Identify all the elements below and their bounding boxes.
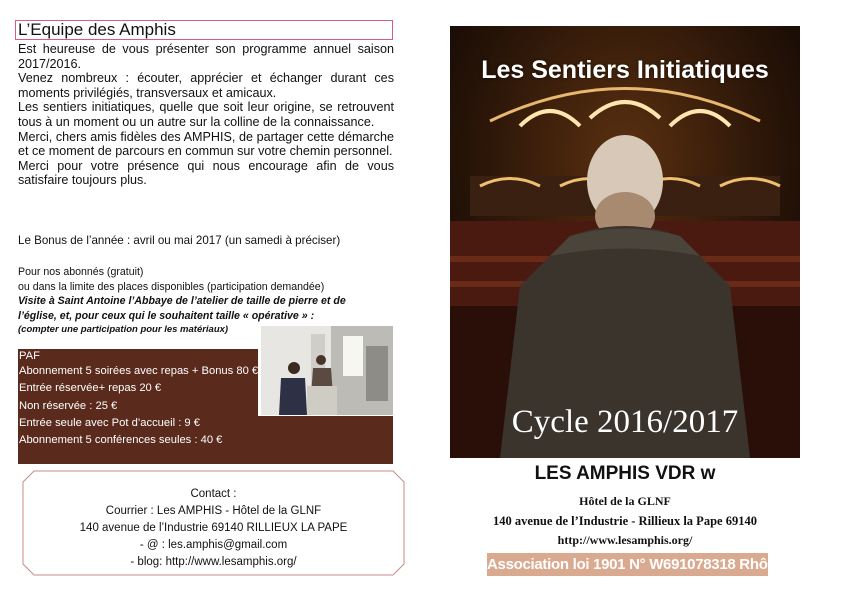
poster-photo xyxy=(450,26,800,458)
organization-address-line-2: 140 avenue de l’Industrie - Rillieux la Pape 69140 xyxy=(493,514,757,528)
bonus-availability: ou dans la limite des places disponibles (participation demandée) xyxy=(18,280,325,293)
bonus-line: Le Bonus de l’année : avril ou mai 2017 (un samedi à préciser) xyxy=(18,234,341,247)
paf-panel-extension xyxy=(258,416,393,464)
paf-line: Entrée seule avec Pot d’accueil : 9 € xyxy=(19,416,200,429)
organization-address-line-1: Hôtel de la GLNF xyxy=(579,494,671,508)
contact-mail: Courrier : Les AMPHIS - Hôtel de la GLNF xyxy=(105,505,322,517)
intro-paragraph: Merci, chers amis fidèles des AMPHIS, de partager cette démarche et ce moment de parcours en commun sur votre chemin personnel. xyxy=(18,129,394,159)
poster-title: Les Sentiers Initiatiques xyxy=(481,56,769,84)
intro-paragraph: Est heureuse de vous présenter son programme annuel saison 2017/2016. xyxy=(18,42,394,71)
workshop-photo-drawing xyxy=(261,326,393,415)
association-band: Association loi 1901 N° W691078318 Rhône xyxy=(487,553,768,576)
organization-website[interactable]: http://www.lesamphis.org/ xyxy=(557,533,693,547)
contact-box xyxy=(22,470,405,576)
paf-line: Abonnement 5 soirées avec repas + Bonus 80 € xyxy=(19,365,259,377)
paf-heading: PAF xyxy=(19,350,40,362)
bonus-subscribers: Pour nos abonnés (gratuit) xyxy=(18,266,144,278)
poster-cycle: Cycle 2016/2017 xyxy=(511,404,739,440)
paf-line: Entrée réservée+ repas 20 € xyxy=(19,382,162,395)
organization-name: LES AMPHIS VDR w xyxy=(534,463,716,484)
paf-panel xyxy=(18,349,258,464)
intro-paragraph: Les sentiers initiatiques, quelle que soit leur origine, se retrouvent tous à un moment ou un autre sur la colline de la connaissance. xyxy=(18,100,394,129)
paf-line: Non réservée : 25 € xyxy=(19,399,118,412)
visit-note: (compter une participation pour les matériaux) xyxy=(18,324,229,335)
contact-address: 140 avenue de l’Industrie 69140 RILLIEUX LA PAPE xyxy=(79,522,348,534)
intro-paragraph: Venez nombreux : écouter, apprécier et échanger durant ces moments privilégiés, transversaux et amicaux. xyxy=(18,71,394,100)
contact-blog: - blog: http://www.lesamphis.org/ xyxy=(130,556,297,568)
theater-illustration xyxy=(450,26,800,458)
paf-line: Abonnement 5 conférences seules : 40 € xyxy=(19,434,223,447)
intro-text xyxy=(18,42,394,188)
workshop-photo xyxy=(261,326,393,415)
brochure-title: L’Equipe des Amphis xyxy=(15,20,393,40)
intro-paragraph: Merci pour votre présence qui nous encourage afin de vous satisfaire toujours plus. xyxy=(18,158,394,188)
visit-description: Visite à Saint Antoine l’Abbaye de l’atelier de taille de pierre et de l’église, et, pour ceux qui le souhaitent taille « opérative » : xyxy=(18,295,346,322)
contact-heading: Contact : xyxy=(190,488,237,500)
contact-email: - @ : les.amphis@gmail.com xyxy=(139,539,288,551)
